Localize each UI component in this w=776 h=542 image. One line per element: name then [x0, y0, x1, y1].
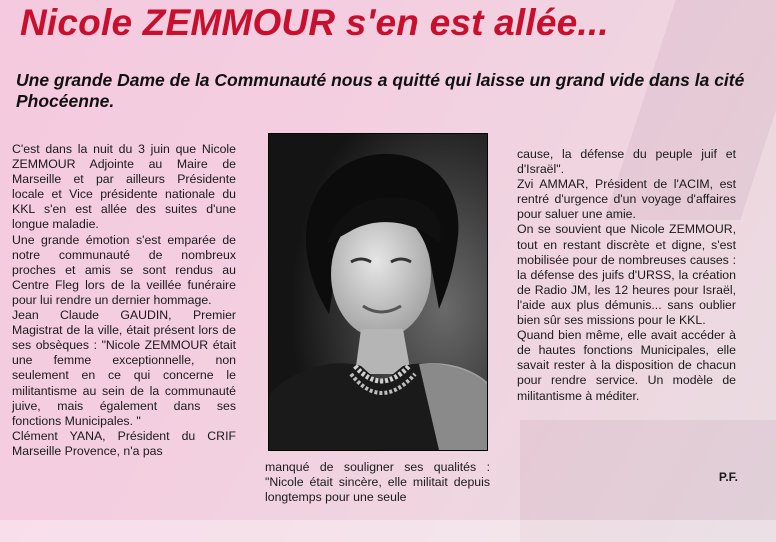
portrait-illustration — [269, 134, 487, 450]
paragraph: manqué de souligner ses qualités : "Nicole était sincère, elle militait depuis longtemps pour une seule — [265, 460, 490, 505]
article-column-middle — [265, 460, 490, 505]
paragraph: On se souvient que Nicole ZEMMOUR, tout en restant discrète et digne, s'est mobilisée pour de nombreuses causes : la défense des juifs d'URSS, la création de Radio JM, les 12 heures pour Israël, l'aide aux plus démunis... sans oublier bien sûr ses missions pour le KKL. — [517, 222, 736, 328]
author-signature: P.F. — [718, 470, 738, 484]
paragraph: Jean Claude GAUDIN, Premier Magistrat de la ville, était présent lors de ses obsèques : "Nicole ZEMMOUR était une femme exceptionnelle, non seulement en ce qui concerne le militantisme au sein de la communauté juive, mais également dans ses fonctions Municipales. " — [12, 308, 236, 428]
paragraph: cause, la défense du peuple juif et d'Israël". — [517, 147, 736, 177]
article-subtitle: Une grande Dame de la Communauté nous a quitté qui laisse un grand vide dans la cité Phocéenne. — [16, 70, 745, 111]
article-column-right — [517, 147, 736, 404]
paragraph: C'est dans la nuit du 3 juin que Nicole ZEMMOUR Adjointe au Maire de Marseille et par ailleurs Présidente locale et Vice présidente nationale du KKL s'en est allée des suites d'une longue maladie. — [12, 142, 236, 232]
paragraph: Zvi AMMAR, Président de l'ACIM, est rentré d'urgence d'un voyage d'affaires pour saluer une amie. — [517, 177, 736, 222]
article-headline: Nicole ZEMMOUR s'en est allée... — [20, 2, 609, 43]
article-column-left — [12, 142, 236, 459]
paragraph: Clément YANA, Président du CRIF Marseille Provence, n'a pas — [12, 428, 236, 458]
portrait-photo — [268, 133, 488, 451]
paragraph: Une grande émotion s'est emparée de notre communauté de nombreux proches et amis se sont rendus au Centre Fleg lors de la veillée funéraire pour lui rendre un dernier hommage. — [12, 232, 236, 307]
paragraph: Quand bien même, elle avait accéder à de hautes fonctions Municipales, elle savait rester à la disposition de chacun pour rendre service. Un modèle de militantisme à méditer. — [517, 328, 736, 403]
background-shape — [0, 520, 776, 542]
